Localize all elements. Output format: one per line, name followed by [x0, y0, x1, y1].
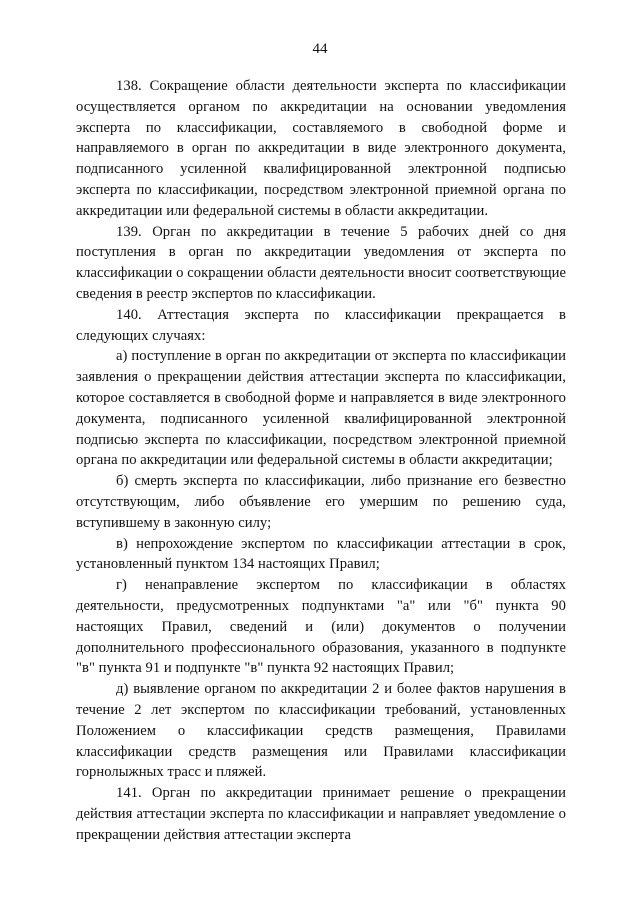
document-body — [76, 76, 566, 845]
page-number: 44 — [312, 41, 328, 57]
paragraph-139: 139. Орган по аккредитации в течение 5 рабочих дней со дня поступления в орган по аккредитации уведомления от эксперта по классификации о сокращении области деятельности вносит соответствующие сведения в реестр экспертов по классификации. — [76, 223, 566, 302]
paragraph-140: 140. Аттестация эксперта по классификации прекращается в следующих случаях: — [76, 306, 566, 344]
paragraph-138: 138. Сокращение области деятельности эксперта по классификации осуществляется органом по аккредитации на основании уведомления эксперта по классификации, составляемого в свободной форме и направляемого в орган по аккредитации в виде электронного документа, подписанного усиленной квалифицированной электронной подписью эксперта по классификации, посредством электронной приемной органа по аккредитации или федеральной системы в области аккредитации. — [76, 78, 566, 219]
paragraph-141: 141. Орган по аккредитации принимает решение о прекращении действия аттестации эксперта по классификации и направляет уведомление о прекращении действия аттестации эксперта — [76, 785, 566, 843]
list-item-v: в) непрохождение экспертом по классификации аттестации в срок, установленный пунктом 134 настоящих Правил; — [76, 535, 566, 573]
list-item-g: г) ненаправление экспертом по классификации в областях деятельности, предусмотренных подпунктами "а" или "б" пункта 90 настоящих Правил, сведений и (или) документов о получении дополнительного профессионального образования, указанного в подпункте "в" пункта 91 и подпункте "в" пункта 92 настоящих Правил; — [76, 577, 566, 677]
list-item-b: б) смерть эксперта по классификации, либо признание его безвестно отсутствующим, либо объявление его умершим по решению суда, вступившему в законную силу; — [76, 473, 566, 531]
list-item-d: д) выявление органом по аккредитации 2 и более фактов нарушения в течение 2 лет экспертом по классификации требований, установленных Положением о классификации средств размещения, Правилами классификации средств размещения или Правилами классификации горнолыжных трасс и пляжей. — [76, 681, 566, 781]
list-item-a: а) поступление в орган по аккредитации от эксперта по классификации заявления о прекращении действия аттестации эксперта по классификации, которое составляется в свободной форме и направляется в виде электронного документа, подписанного усиленной квалифицированной электронной подписью эксперта по классификации, посредством электронной приемной органа по аккредитации или федеральной системы в области аккредитации; — [76, 348, 566, 469]
